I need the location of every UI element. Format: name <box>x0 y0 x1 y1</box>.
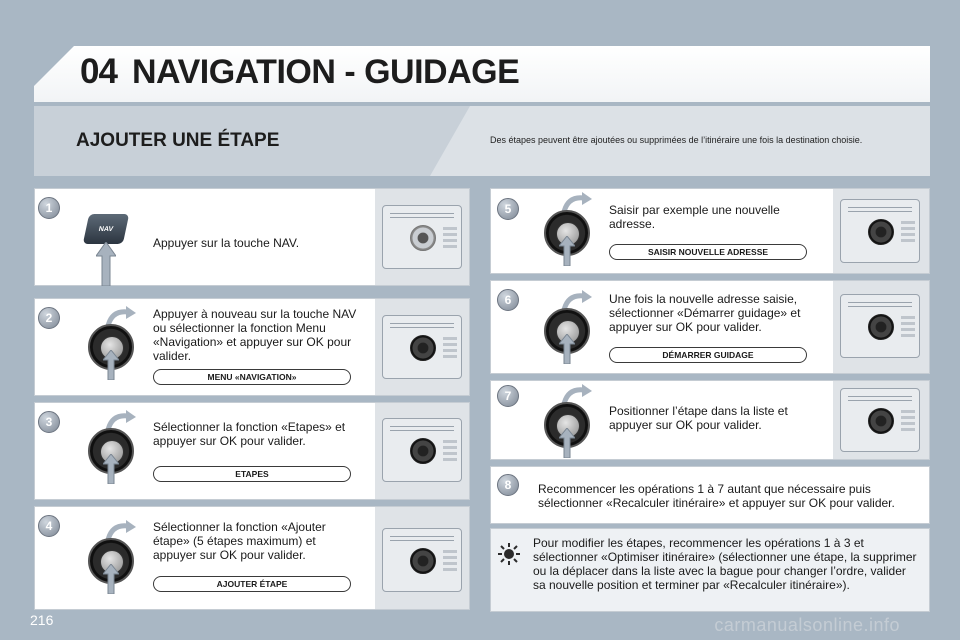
step-label-5: SAISIR NOUVELLE ADRESSE <box>609 244 807 260</box>
step-badge-8: 8 <box>497 474 519 496</box>
rotary-knob-icon <box>536 388 592 444</box>
step-badge-3: 3 <box>38 411 60 433</box>
radio-thumbnail-icon <box>840 388 920 452</box>
step-label-2: MENU «NAVIGATION» <box>153 369 351 385</box>
step-text-4: Sélectionner la fonction «Ajouter étape» (5 étapes maximum) et appuyer sur OK pour valider. <box>153 520 326 562</box>
step-badge-2: 2 <box>38 307 60 329</box>
radio-thumbnail-icon <box>840 199 920 263</box>
step-badge-6: 6 <box>497 289 519 311</box>
tip-text: Pour modifier les étapes, recommencer les opérations 1 à 3 et sélectionner «Optimiser itinéraire» (sélectionner une étape, la supprimer ou la déplacer dans la liste avec la bague pour changer l’ordre, valider sa nouvelle position et terminer par «Recalculer itinéraire»). <box>533 536 917 592</box>
nav-key-icon: NAV <box>80 214 130 286</box>
step-badge-4: 4 <box>38 515 60 537</box>
sun-tip-icon <box>498 543 520 565</box>
rotary-knob-icon <box>80 524 136 580</box>
step-text-6: Une fois la nouvelle adresse saisie, sélectionner «Démarrer guidage» et appuyer sur OK pour valider. <box>609 292 801 334</box>
radio-thumbnail-icon <box>840 294 920 358</box>
section-title: AJOUTER UNE ÉTAPE <box>76 130 280 151</box>
rotary-knob-icon <box>536 196 592 252</box>
rotary-knob-icon <box>536 294 592 350</box>
radio-thumbnail-icon <box>382 205 462 269</box>
chapter-number: 04 <box>80 52 117 91</box>
radio-thumbnail-icon <box>382 418 462 482</box>
section-note: Des étapes peuvent être ajoutées ou supprimées de l’itinéraire une fois la destination choisie. <box>490 135 863 145</box>
step-label-4: AJOUTER ÉTAPE <box>153 576 351 592</box>
step-text-5: Saisir par exemple une nouvelle adresse. <box>609 203 780 231</box>
step-text-3: Sélectionner la fonction «Etapes» et appuyer sur OK pour valider. <box>153 420 346 448</box>
page-number: 216 <box>30 612 54 628</box>
watermark: carmanualsonline.info <box>714 615 900 635</box>
radio-thumbnail-icon <box>382 315 462 379</box>
step-label-3: ETAPES <box>153 466 351 482</box>
step-text-1: Appuyer sur la touche NAV. <box>153 236 300 250</box>
radio-thumbnail-icon <box>382 528 462 592</box>
step-text-7: Positionner l’étape dans la liste et appuyer sur OK pour valider. <box>609 404 788 432</box>
rotary-knob-icon <box>80 414 136 470</box>
step-text-2: Appuyer à nouveau sur la touche NAV ou sélectionner la fonction Menu «Navigation» et appuyer sur OK pour valider. <box>153 307 357 363</box>
rotary-knob-icon <box>80 310 136 366</box>
chapter-title: NAVIGATION - GUIDAGE <box>132 53 520 91</box>
step-badge-1: 1 <box>38 197 60 219</box>
step-label-6: DÉMARRER GUIDAGE <box>609 347 807 363</box>
step-badge-7: 7 <box>497 385 519 407</box>
step-badge-5: 5 <box>497 198 519 220</box>
step-text-8: Recommencer les opérations 1 à 7 autant que nécessaire puis sélectionner «Recalculer itinéraire» et appuyer sur OK pour valider. <box>538 482 895 510</box>
